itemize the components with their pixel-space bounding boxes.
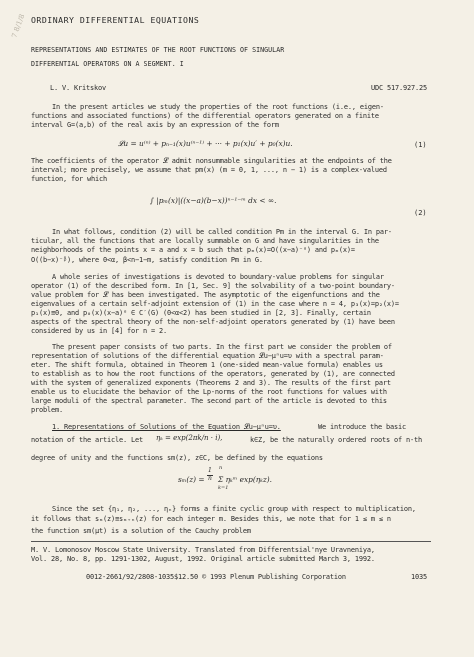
paragraph-line: eter. The shift formula, obtained in Theorem 1 (one-sided mean-value formula) enables us <box>31 361 383 369</box>
paragraph-line: notation of the article. Let <box>31 436 143 444</box>
equation-1-number: (1) <box>414 141 427 149</box>
paragraph-line: The coefficients of the operator 𝓛 admit nonsummable singularities at the endpoints of the <box>31 157 392 165</box>
paragraph-line: operator (1) of the described form. In [1, Sec. 9] the solvability of a two-point boundary- <box>31 282 395 290</box>
paragraph-line: problem. <box>31 406 63 414</box>
equation-3-rhs: Σ ηₖᵐ exp(ηₖz). <box>218 475 272 484</box>
paragraph-line: In what follows, condition (2) will be called condition Pm in the interval G. In par- <box>52 228 392 236</box>
footnote-rule <box>31 541 431 542</box>
paragraph-line: large moduli of the spectral parameter. The second part of the article is devoted to this <box>31 397 387 405</box>
paragraph-line: We introduce the basic <box>318 423 406 431</box>
paragraph-line: to establish as to how the root functions of the operators, generated by (1), are connected <box>31 370 395 378</box>
paragraph-line: A whole series of investigations is devoted to boundary-value problems for singular <box>52 273 384 281</box>
footnote-line: Vol. 28, No. 8, pp. 1291-1302, August, 1992. Original article submitted March 3, 1992. <box>31 555 375 563</box>
paragraph-line: value problem for 𝓛 has been investigated. The asymptotic of the eigenfunctions and the <box>31 291 380 299</box>
equation-2: ∫ |pₘ(x)|((x−a)(b−x))ⁿ⁻¹⁻ᵐ dx < ∞. <box>150 196 277 205</box>
equation-3-fraction <box>207 468 213 482</box>
sum-upper-limit: n <box>219 465 223 471</box>
paragraph-line: k∈Z, be the naturally ordered roots of n-th <box>250 436 422 444</box>
paragraph-line: interval; more precisely, we assume that pm(x) (m = 0, 1, ..., n − 1) is a complex-valued <box>31 166 387 174</box>
paragraph-line: considered by us in [4] for n = 2. <box>31 327 167 335</box>
equation-3-lhs: sₘ(z) = <box>178 475 205 484</box>
running-head: ORDINARY DIFFERENTIAL EQUATIONS <box>31 15 200 25</box>
fraction-numerator: 1 <box>208 467 212 474</box>
paragraph-line: In the present articles we study the properties of the root functions (i.e., eigen- <box>52 103 384 111</box>
fraction-denominator: n <box>208 474 212 482</box>
page-number: 1035 <box>411 573 427 581</box>
equation-1: 𝓛u = u⁽ⁿ⁾ + pₙ₋₁(x)u⁽ⁿ⁻¹⁾ + ··· + p₁(x)u′ + p₀(x)u. <box>118 139 293 148</box>
paragraph-line: O((b−x)⁻ᵝ), where 0<α, β<n−1−m, satisfy condition Pm in G. <box>31 256 263 264</box>
copyright-line: 0012-2661/92/2808-1035$12.50 © 1993 Plenum Publishing Corporation <box>86 573 346 581</box>
equation-2-number: (2) <box>414 209 427 217</box>
paragraph-line: functions and associated functions) of the differential operators generated on a finite <box>31 112 379 120</box>
paragraph-line: interval G=(a,b) of the real axis by an expression of the form <box>31 121 279 129</box>
paragraph-line: enable us to elucidate the behavior of the Lp-norms of the root functions for values with <box>31 388 387 396</box>
paragraph-line: function, for which <box>31 175 107 183</box>
paragraph-line: ticular, all the functions that are locally summable on G and have singularities in the <box>31 237 379 245</box>
paragraph-line: it follows that sₘ(z)≡sₘ₊ₙ(z) for each integer m. Besides this, we note that for 1 ≤ m ≤ n <box>31 515 391 523</box>
paragraph-line: aspects of the spectral theory of the non-self-adjoint operators generated by (1) have been <box>31 318 395 326</box>
footnote-line: M. V. Lomonosov Moscow State University. Translated from Differentsial'nye Uravneniya, <box>31 546 375 554</box>
roots-formula: ηₖ = exp(2πk/n · i), <box>156 434 223 442</box>
title-line-2: DIFFERENTIAL OPERATORS ON A SEGMENT. I <box>31 60 184 68</box>
paragraph-line: p₁(x)≡0, and p₀(x)(x−a)ᵅ ∈ C′(G) (0<α<2) has been studied in [2, 3]. Finally, certain <box>31 309 371 317</box>
paragraph-line: eigenvalues of a certain self-adjoint extension of (1) in the case where n = 4, p₃(x)=p₂(x)= <box>31 300 399 308</box>
title-line-1: REPRESENTATIONS AND ESTIMATES OF THE ROOT FUNCTIONS OF SINGULAR <box>31 46 285 54</box>
paragraph-line: the function sm(μt) is a solution of the Cauchy problem <box>31 527 251 535</box>
paragraph-line: Since the set {η₁, η₂, ..., ηₙ} forms a finite cyclic group with respect to multiplication, <box>52 505 416 513</box>
pencil-annotation: 7 8/1/8 <box>10 12 27 40</box>
sum-lower-limit: k=1 <box>218 485 229 491</box>
paragraph-line: The present paper consists of two parts. In the first part we consider the problem of <box>52 343 392 351</box>
paragraph-line: with the system of generalized exponents (Theorems 2 and 3). The results of the first part <box>31 379 391 387</box>
paragraph-line: degree of unity and the functions sm(z), z∈C, be defined by the equations <box>31 454 323 462</box>
paragraph-line: neighborhoods of the points x = a and x = b such that pₘ(x)=O((x−a)⁻ᵅ) and pₘ(x)= <box>31 246 355 254</box>
paragraph-line: representation of solutions of the differential equation 𝓛u−μⁿu=υ with a spectral param- <box>31 352 384 360</box>
author: L. V. Kritskov <box>50 84 106 92</box>
section-heading: 1. Representations of Solutions of the Equation 𝓛u−μⁿu=υ. <box>52 423 281 431</box>
udc-code: UDC 517.927.25 <box>371 84 427 92</box>
